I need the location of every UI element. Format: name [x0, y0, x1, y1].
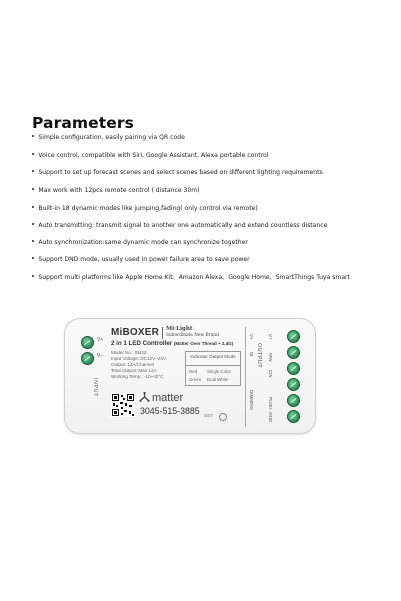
input-label: INPUT	[92, 378, 98, 397]
output-terminal-icon	[287, 394, 300, 407]
matter-logo-icon	[139, 392, 150, 403]
list-item: Voice control, compatible with Siri, Google Assistant, Alexa portable control	[32, 152, 268, 160]
brand-subtitle: Subordinate New Brand	[166, 333, 219, 338]
input-terminal-minus-icon	[81, 352, 94, 365]
bullet-icon	[32, 275, 34, 277]
list-item: Auto synchronization:same dynamic mode can synchronize together	[32, 239, 248, 247]
input-terminal-plus-icon	[81, 336, 94, 349]
spec-output: Output: 12A/Channel	[111, 362, 154, 367]
bullet-icon	[32, 153, 34, 155]
output-v-plus-label-2: V+	[268, 334, 273, 340]
bullet-icon	[32, 240, 34, 242]
output-terminal-icon	[287, 346, 300, 359]
output-w-label: W	[249, 352, 254, 357]
controller-subtitle: (Matter Over Thread + 2.4G)	[173, 341, 234, 346]
output-terminal-icon	[287, 330, 300, 343]
mode-color-red: Red	[189, 369, 198, 374]
input-plus-label: V+	[97, 337, 104, 343]
bullet-icon	[32, 135, 34, 137]
spec-working-temp: Working Temp.: -10~40°C	[111, 374, 164, 379]
set-label: SET	[204, 414, 214, 419]
push-label: PUSH	[268, 397, 273, 410]
controller-title: 2 in 1 LED Controller (Matter Over Thread + 2.4G)	[111, 340, 234, 347]
spec-model: Model No.: SM22	[111, 350, 147, 355]
output-terminal-icon	[287, 410, 300, 423]
indicator-mode-table	[185, 351, 241, 386]
brand-tag: Mi·Light	[166, 326, 193, 332]
list-item: Max work with 12pcs remote control ( distance 30m)	[32, 187, 200, 195]
indicator-mode-title: Indicator Output Mode	[186, 352, 240, 366]
set-button[interactable]	[219, 413, 227, 421]
bullet-icon	[32, 257, 34, 259]
brand-logo: MiBOXER	[111, 327, 160, 338]
mode-color-green: Green	[189, 377, 202, 382]
list-item: Support multi platforms like Apple Home Kit、Amazon Alexa、Google Home、SmartThings Tuya smart	[32, 274, 350, 282]
list-item: Auto transmitting: transmit signal to another one automatically and extend countless distance	[32, 222, 327, 230]
qr-code-icon	[111, 393, 135, 417]
output-cw-label: CW	[268, 370, 273, 378]
input-minus-label: V−	[97, 353, 104, 359]
list-item: Support DND mode, usually used in power failure area to save power	[32, 256, 250, 264]
bullet-icon	[32, 223, 34, 225]
mode-dual-white: Dual White	[207, 377, 229, 382]
gnd-label: GND	[268, 412, 273, 422]
output-ww-label: WW	[268, 353, 273, 362]
output-panel	[245, 327, 282, 427]
output-terminal-icon	[287, 362, 300, 375]
matter-brand-text: matter	[152, 392, 184, 404]
bullet-icon	[32, 188, 34, 190]
list-item: Built-in 18 dynamic modes like jumping,fading( only control via remote)	[32, 205, 258, 213]
spec-input-voltage: Input Voltage: DC12V~24V	[111, 356, 167, 361]
parameters-heading: Parameters	[32, 114, 134, 132]
bullet-icon	[32, 170, 34, 172]
output-v-plus-label: V+	[249, 334, 254, 340]
spec-total-output: Total Output: Max 12A	[111, 368, 157, 373]
matter-setup-code: 3045-515-3885	[140, 406, 200, 416]
output-terminal-icon	[287, 378, 300, 391]
brand-divider	[162, 327, 163, 339]
bullet-icon	[32, 206, 34, 208]
mode-single-color: Single Color	[207, 369, 231, 374]
list-item: Simple configuration, easily pairing via QR code	[32, 134, 185, 142]
dimming-label: DIMMING	[249, 390, 254, 410]
output-label: OUTPUT	[256, 343, 262, 369]
list-item: Support to set up forecast scenes and select scenes based on different lighting requirements	[32, 169, 323, 177]
